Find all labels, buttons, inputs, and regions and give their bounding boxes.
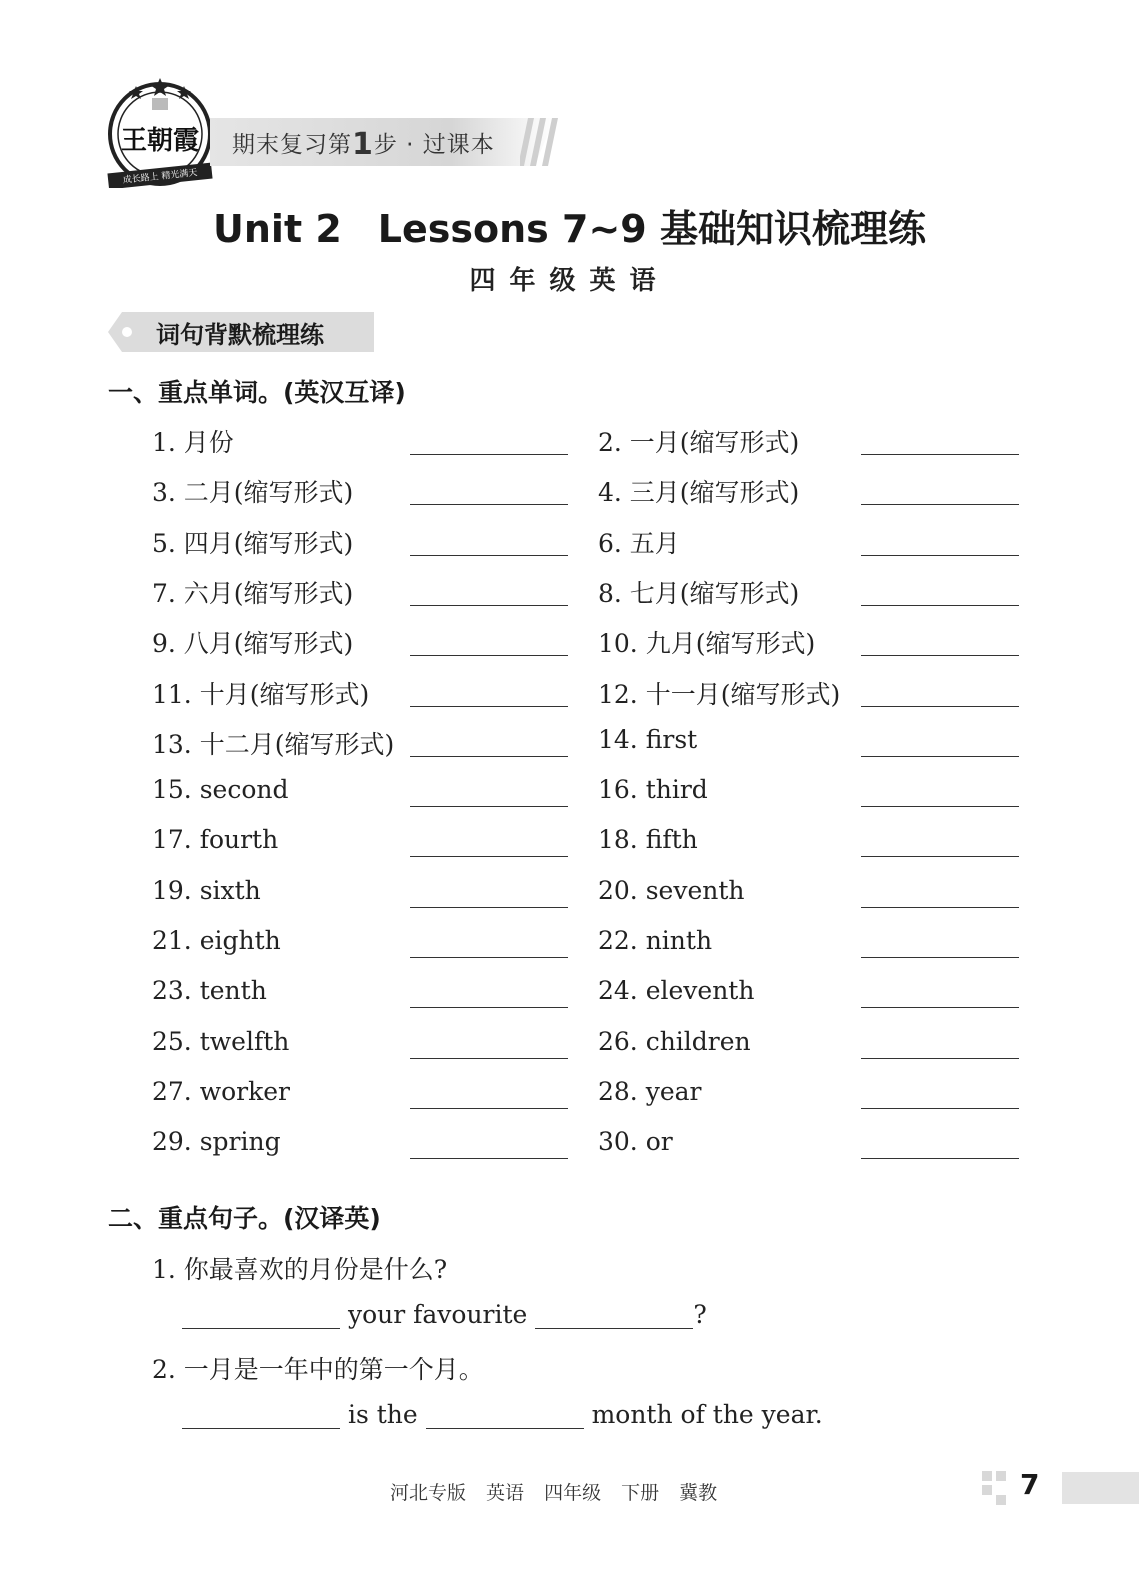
vocab-answer-blank[interactable]: [861, 454, 1019, 455]
q1-blank-1[interactable]: [182, 1304, 340, 1329]
vocab-answer-blank[interactable]: [410, 856, 568, 857]
vocab-answer-blank[interactable]: [410, 957, 568, 958]
vocab-item: 7. 六月(缩写形式): [152, 578, 354, 608]
q2-blank-1[interactable]: [182, 1404, 340, 1429]
vocab-answer-blank[interactable]: [861, 1108, 1019, 1109]
page-number-decoration: [982, 1471, 1020, 1505]
vocab-answer-blank[interactable]: [861, 1158, 1019, 1159]
vocab-answer-blank[interactable]: [861, 1007, 1019, 1008]
vocab-answer-blank[interactable]: [410, 504, 568, 505]
vocab-answer-blank[interactable]: [410, 454, 568, 455]
vocab-answer-blank[interactable]: [410, 1058, 568, 1059]
vocab-item: 20. seventh: [598, 875, 745, 905]
part1-heading: 一、重点单词。(英汉互译): [108, 378, 406, 407]
vocab-item: 8. 七月(缩写形式): [598, 578, 800, 608]
vocab-answer-blank[interactable]: [410, 1158, 568, 1159]
page-title: [0, 198, 1139, 253]
q1-blank-2[interactable]: [535, 1304, 693, 1329]
series-prefix: 期末复习第: [232, 132, 352, 158]
q2-prompt: 2. 一月是一年中的第一个月。: [152, 1355, 484, 1384]
vocab-answer-blank[interactable]: [861, 655, 1019, 656]
vocab-item: 2. 一月(缩写形式): [598, 428, 800, 457]
page-number: 7: [1020, 1468, 1040, 1501]
vocab-answer-blank[interactable]: [861, 504, 1019, 505]
vocab-item: 30. or: [598, 1127, 673, 1157]
lessons-label: Lessons 7~9 基础知识梳理练: [377, 207, 926, 251]
vocab-item: 29. spring: [152, 1127, 281, 1157]
page-subtitle: 四年级英语: [469, 266, 670, 296]
vocab-answer-blank[interactable]: [861, 555, 1019, 556]
section-tab-label: 词句背默梳理练: [156, 321, 324, 349]
vocab-answer-blank[interactable]: [410, 907, 568, 908]
q2-blank-2[interactable]: [426, 1404, 584, 1429]
vocab-item: 22. ninth: [598, 926, 713, 955]
vocab-item: 14. first: [598, 724, 698, 754]
vocab-item: 3. 二月(缩写形式): [152, 478, 354, 508]
vocab-item: 10. 九月(缩写形式): [598, 629, 816, 659]
series-title: [232, 126, 495, 162]
vocab-item: 12. 十一月(缩写形式): [598, 679, 841, 709]
vocab-answer-blank[interactable]: [861, 856, 1019, 857]
vocab-item: 13. 十二月(缩写形式): [152, 729, 395, 759]
vocab-item: 6. 五月: [598, 528, 680, 558]
q2-end-text: month of the year.: [591, 1400, 823, 1429]
vocab-item: 21. eighth: [152, 926, 281, 955]
vocab-answer-blank[interactable]: [861, 957, 1019, 958]
q1-mid-text: your favourite: [347, 1300, 528, 1329]
logo-motto: 成长路上 精光满天: [122, 168, 198, 186]
vocab-item: 4. 三月(缩写形式): [598, 478, 800, 508]
q1-end-text: ?: [693, 1300, 707, 1329]
logo-name: 王朝霞: [120, 126, 199, 156]
vocab-item: 19. sixth: [152, 875, 261, 905]
q2-mid-text: is the: [347, 1400, 418, 1429]
vocab-answer-blank[interactable]: [861, 907, 1019, 908]
vocab-answer-blank[interactable]: [861, 806, 1019, 807]
vocab-item: 28. year: [598, 1076, 702, 1106]
page-number-bar: [1062, 1472, 1139, 1504]
vocab-item: 9. 八月(缩写形式): [152, 629, 354, 659]
q1-prompt: 1. 你最喜欢的月份是什么?: [152, 1255, 448, 1284]
part2-heading: 二、重点句子。(汉译英): [108, 1204, 381, 1233]
series-suffix: 步 · 过课本: [373, 132, 495, 158]
vocab-answer-blank[interactable]: [861, 1058, 1019, 1059]
vocab-item: 5. 四月(缩写形式): [152, 528, 354, 558]
vocab-item: 24. eleventh: [598, 976, 755, 1006]
brand-logo: [104, 76, 216, 188]
vocab-answer-blank[interactable]: [410, 756, 568, 757]
vocab-answer-blank[interactable]: [410, 806, 568, 807]
vocab-item: 18. fifth: [598, 825, 698, 855]
vocab-item: 15. second: [152, 775, 289, 805]
vocab-item: 16. third: [598, 775, 708, 805]
vocab-answer-blank[interactable]: [861, 756, 1019, 757]
vocab-item: 25. twelfth: [152, 1026, 290, 1056]
vocab-answer-blank[interactable]: [410, 1108, 568, 1109]
q1-answer-line: [182, 1300, 707, 1329]
q2-answer-line: [182, 1400, 823, 1429]
vocab-item: 17. fourth: [152, 825, 279, 855]
vocab-answer-blank[interactable]: [410, 706, 568, 707]
vocab-answer-blank[interactable]: [410, 1007, 568, 1008]
vocab-item: 11. 十月(缩写形式): [152, 679, 370, 709]
banner-stripes-decoration: [520, 118, 560, 166]
unit-label: Unit 2: [213, 207, 342, 251]
vocab-answer-blank[interactable]: [410, 555, 568, 556]
vocab-answer-blank[interactable]: [861, 605, 1019, 606]
footer-edition: 河北专版 英语 四年级 下册 冀教: [390, 1482, 718, 1504]
vocab-answer-blank[interactable]: [410, 605, 568, 606]
series-step: 1: [352, 127, 374, 162]
vocab-item: 1. 月份: [152, 428, 234, 457]
vocab-answer-blank[interactable]: [410, 655, 568, 656]
vocab-answer-blank[interactable]: [861, 706, 1019, 707]
vocab-item: 27. worker: [152, 1076, 291, 1106]
vocab-item: 26. children: [598, 1026, 751, 1056]
section-tab-dot: [122, 327, 132, 337]
vocab-item: 23. tenth: [152, 976, 267, 1006]
